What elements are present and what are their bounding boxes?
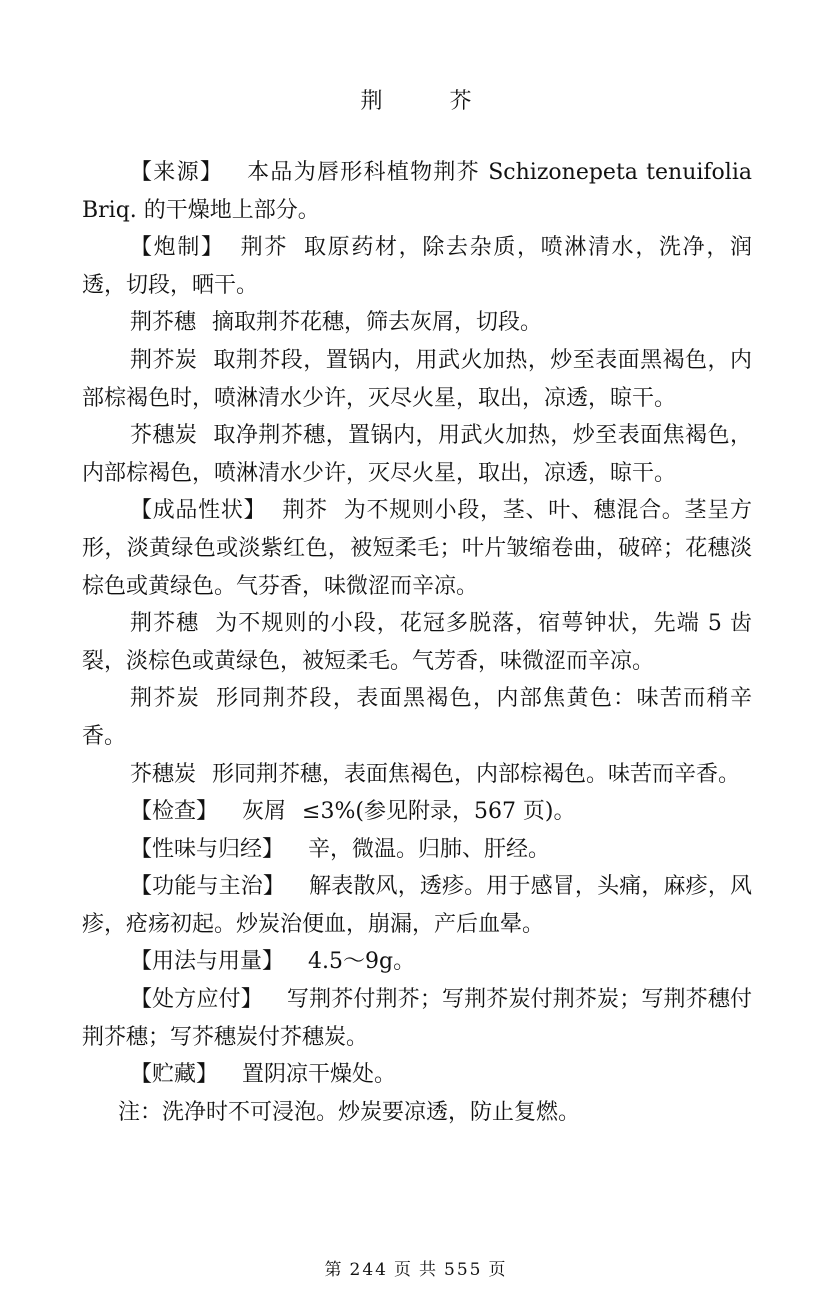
function-text: 解表散风，透疹。用于感冒，头痛，麻疹，风疹，疮疡初起。炒炭治便血，崩漏，产后血晕。 [82, 874, 752, 937]
storage-label: 【贮藏】 [130, 1062, 219, 1088]
properties-suitan-text: 形同荆芥穗，表面焦褐色，内部棕褐色。味苦而辛香。 [212, 761, 741, 787]
processing-jingjie-text: 取原药材，除去杂质，喷淋清水，洗净，润透，切段，晒干。 [82, 235, 752, 298]
properties-sui-name: 荆芥穗 [130, 611, 200, 637]
dosage-paragraph [82, 943, 752, 981]
dosage-label: 【用法与用量】 [130, 949, 285, 975]
page-footer [0, 1255, 832, 1280]
storage-paragraph [82, 1056, 752, 1094]
properties-tan-name: 荆芥炭 [130, 686, 201, 712]
processing-sui-text: 摘取荆芥花穗，筛去灰屑，切段。 [212, 310, 543, 336]
nature-text: 辛，微温。归肺、肝经。 [308, 836, 551, 862]
prescription-label: 【处方应付】 [130, 987, 263, 1013]
properties-tan-text: 形同荆芥段，表面黑褐色，内部焦黄色：味苦而稍辛香。 [82, 686, 752, 749]
processing-tan-name: 荆芥炭 [130, 347, 198, 373]
properties-paragraph [82, 492, 752, 605]
processing-sui-name: 荆芥穗 [130, 310, 197, 336]
processing-suitan-text: 取净荆芥穗，置锅内，用武火加热，炒至表面焦褐色，内部棕褐色，喷淋清水少许，灭尽火星，取出，凉透，晾干。 [82, 423, 752, 486]
properties-sui-paragraph [82, 605, 752, 680]
properties-jingjie-name: 荆芥 [282, 498, 328, 524]
inspection-paragraph [82, 793, 752, 831]
nature-label: 【性味与归经】 [130, 836, 285, 862]
footer-page-word: 第 [324, 1260, 344, 1280]
footer-page-unit: 页 [394, 1260, 413, 1280]
monograph-body [82, 154, 752, 1131]
note-paragraph [82, 1094, 752, 1132]
processing-paragraph [82, 229, 752, 304]
source-label: 【来源】 [130, 160, 224, 185]
source-text: 本品为唇形科植物荆芥 Schizonepeta tenuifolia Briq. 的干燥地上部分。 [82, 160, 752, 223]
nature-paragraph [82, 831, 752, 869]
inspection-text: ≤3%(参见附录，567 页)。 [302, 799, 576, 825]
processing-tan-text: 取荆芥段，置锅内，用武火加热，炒至表面黑褐色，内部棕褐色时，喷淋清水少许，灭尽火星，取出，凉透，晾干。 [82, 347, 752, 411]
note-text: 注：洗净时不可浸泡。炒炭要凉透，防止复燃。 [118, 1099, 581, 1125]
properties-suitan-paragraph [82, 756, 752, 794]
properties-tan-paragraph [82, 680, 752, 755]
processing-tan-paragraph [82, 342, 752, 417]
properties-jingjie-text: 为不规则小段，茎、叶、穗混合。茎呈方形，淡黄绿色或淡紫红色，被短柔毛；叶片皱缩卷曲，破碎；花穗淡棕色或黄绿色。气芬香，味微涩而辛凉。 [82, 498, 752, 599]
storage-text: 置阴凉干燥处。 [242, 1062, 397, 1088]
properties-suitan-name: 芥穗炭 [130, 761, 197, 787]
source-paragraph [82, 154, 752, 229]
inspection-label: 【检查】 [130, 799, 219, 825]
processing-suitan-name: 芥穗炭 [130, 423, 198, 449]
function-label: 【功能与主治】 [130, 874, 286, 900]
page-title: 荆 芥 [360, 89, 502, 114]
dosage-text: 4.5～9g。 [308, 949, 416, 975]
prescription-paragraph [82, 981, 752, 1056]
properties-sui-text: 为不规则的小段，花冠多脱落，宿萼钟状，先端 5 齿裂，淡棕色或黄绿色，被短柔毛。气芳香，味微涩而辛凉。 [82, 611, 752, 674]
footer-page-number: 244 [349, 1260, 388, 1280]
processing-jingjie-name: 荆芥 [240, 235, 289, 261]
properties-label: 【成品性状】 [130, 498, 267, 524]
prescription-text: 写荆芥付荆芥；写荆芥炭付荆芥炭；写荆芥穗付荆芥穗；写芥穗炭付芥穗炭。 [82, 987, 752, 1050]
footer-total-word: 共 [419, 1260, 438, 1280]
function-paragraph [82, 868, 752, 943]
processing-label: 【炮制】 [130, 235, 225, 261]
footer-total-pages: 555 [444, 1260, 483, 1280]
processing-sui-paragraph [82, 304, 752, 342]
footer-total-unit: 页 [488, 1260, 508, 1280]
processing-suitan-paragraph [82, 417, 752, 492]
inspection-name: 灰屑 [242, 799, 287, 825]
